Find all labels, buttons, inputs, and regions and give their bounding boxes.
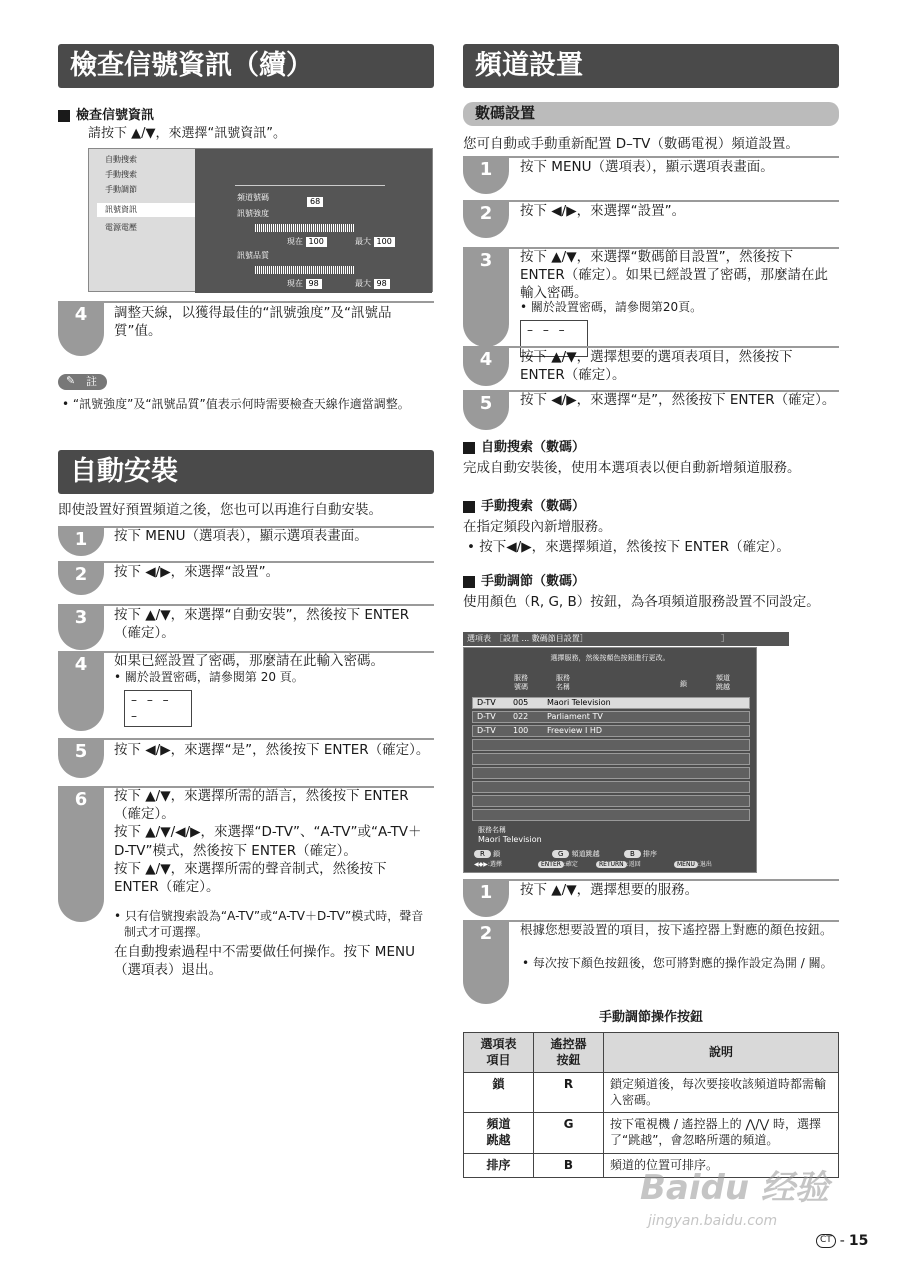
nav-return: RETURN :返回: [596, 861, 641, 869]
table-cell: 鎖: [464, 1073, 534, 1113]
strength-max: 最大 100: [355, 237, 395, 247]
table-row: [464, 1073, 839, 1113]
channel-row-empty: [472, 809, 750, 821]
col-header-lock: 鎖: [680, 680, 687, 688]
step-divider: [58, 738, 434, 740]
signal-strength-bar: [255, 221, 355, 238]
body-bullet: • 按下◀/▶，來選擇頻道，然後按下 ENTER（確定）。: [467, 539, 790, 555]
step-text: 按下 ◀/▶，來選擇“是”，然後按下 ENTER（確定）。: [520, 392, 836, 408]
subsection-heading: [58, 108, 154, 125]
watermark-logo: Baidu 经验: [640, 1168, 829, 1208]
red-button-key: R: [474, 850, 491, 858]
quality-now: 現在 98: [287, 279, 322, 289]
watermark-url: jingyan.baidu.com: [648, 1213, 778, 1229]
signal-strength-label: 訊號強度: [237, 209, 269, 218]
col-header-service-name: 服務 名稱: [556, 674, 570, 692]
channel-row[interactable]: [472, 711, 750, 723]
password-box: – – –: [520, 320, 588, 357]
quality-max: 最大 98: [355, 279, 390, 289]
body-text: 完成自動安裝後，使用本選項表以便自動新增頻道服務。: [463, 460, 801, 476]
step-number-tab: 4: [58, 651, 104, 731]
section-banner-signal-info: 檢查信號資訊（續）: [58, 44, 434, 88]
channel-name: Parliament TV: [547, 711, 603, 721]
step-text: 按下 ◀/▶，來選擇“設置”。: [114, 564, 280, 580]
green-button-legend: G 頻道跳越: [552, 850, 600, 859]
channel-type: D-TV: [477, 697, 496, 707]
table-cell: 按下電視機 / 遙控器上的 ⋀/⋁ 時，選擇了“跳越”，會忽略所選的頻道。: [604, 1113, 839, 1153]
signal-info-panel: [195, 149, 432, 293]
step-text: 按下 ▲/▼，來選擇“自動安裝”，然後按下 ENTER（確定）。: [114, 607, 410, 642]
password-box: – – – –: [124, 690, 192, 727]
step-number-tab: 3: [58, 604, 104, 650]
screen-menu-bar: 選項表 ［設置 ... 數碼節目設置］ ］: [463, 632, 789, 646]
channel-row-empty: [472, 781, 750, 793]
table-cell: 排序: [464, 1153, 534, 1178]
ct-badge: CT: [816, 1234, 836, 1248]
intro-text: 您可自動或手動重新配置 D–TV（數碼電視）頻道設置。: [463, 136, 799, 152]
step-text: 按下 ▲/▼，選擇想要的服務。: [520, 882, 699, 898]
red-button-legend: R 鎖: [474, 850, 500, 859]
screen-hint: 選擇服務，然後按顏色按鈕進行更改。: [550, 654, 670, 662]
subsection-heading-text: 檢查信號資訊: [76, 108, 155, 123]
channel-row[interactable]: [472, 697, 750, 709]
subsection-heading: 手動搜索（數碼）: [463, 499, 585, 516]
service-name-label: 服務名稱: [478, 826, 506, 834]
signal-info-screen: [88, 148, 433, 292]
step-number-tab: 6: [58, 786, 104, 922]
section-banner-channel-settings: 頻道設置: [463, 44, 839, 88]
step-divider: [58, 301, 434, 303]
channel-type: D-TV: [477, 711, 496, 721]
operations-table: [463, 1032, 839, 1178]
col-header-service-number: 服務 號碼: [514, 674, 528, 692]
step-bullet: • 關於設置密碼，請參閱第20頁。: [520, 300, 703, 314]
nav-select: ◀◆▶:選擇: [474, 861, 502, 868]
table-cell: 頻道的位置可排序。: [604, 1153, 839, 1178]
table-header: 遙控器 按鈕: [534, 1033, 604, 1073]
step-number-tab: 2: [463, 920, 509, 1004]
strength-now: 現在 100: [287, 237, 327, 247]
channel-row-empty: [472, 795, 750, 807]
step-text: 在自動搜索過程中不需要做任何操作。按下 MENU（選項表）退出。: [114, 944, 415, 979]
step-number-tab: 5: [58, 738, 104, 778]
step-number-tab: 5: [463, 390, 509, 430]
page-number: 15: [848, 1233, 869, 1249]
note-label: ✎ 註: [58, 374, 107, 390]
step-bullet: • 關於設置密碼，請參閱第 20 頁。: [114, 670, 304, 684]
channel-number: 100: [513, 725, 529, 735]
service-name-value: Maori Television: [478, 835, 542, 844]
signal-quality-label: 訊號品質: [237, 251, 269, 260]
channel-row[interactable]: [472, 725, 750, 737]
table-title: 手動調節操作按鈕: [598, 1010, 703, 1025]
table-cell: G: [534, 1113, 604, 1153]
section-banner-auto-install: 自動安裝: [58, 450, 434, 494]
subsection-heading: 手動調節（數碼）: [463, 574, 585, 591]
step-text: 按下 ▲/▼，選擇想要的選項表項目，然後按下 ENTER（確定）。: [520, 349, 793, 384]
paperclip-icon: ✎: [66, 374, 76, 387]
note-text: • “訊號強度”及“訊號品質”值表示何時需要檢查天線作適當調整。: [62, 397, 410, 411]
blue-button-key: B: [624, 850, 641, 858]
screen-menu-list: [89, 149, 197, 291]
step-text: 按下 MENU（選項表），顯示選項表畫面。: [520, 159, 774, 175]
screen-menu-item-selected: 訊號資訊: [97, 203, 195, 217]
screen-menu-item: 手動搜索: [105, 170, 137, 179]
step-text: 按下 ◀/▶，來選擇“設置”。: [520, 203, 686, 219]
nav-enter: ENTER :確定: [538, 861, 578, 869]
channel-type: D-TV: [477, 725, 496, 735]
screen-menu-item: 電源電壓: [105, 223, 137, 232]
channel-number-label: 頻道號碼: [237, 193, 269, 202]
divider: [235, 185, 385, 186]
nav-menu: MENU :退出: [674, 861, 712, 869]
channel-row-empty: [472, 739, 750, 751]
step-bullet: • 只有信號搜索設為“A-TV”或“A-TV＋D-TV”模式時，聲音制式才可選擇。: [114, 909, 424, 939]
step-number-tab: 3: [463, 247, 509, 347]
col-header-skip: 頻道 跳越: [716, 674, 730, 692]
channel-name: Freeview I HD: [547, 725, 603, 735]
step-text: 根據您想要設置的項目，按下遙控器上對應的顏色按鈕。: [520, 922, 833, 937]
step-text: 按下 ◀/▶，來選擇“是”，然後按下 ENTER（確定）。: [114, 742, 430, 758]
step-text: 按下 ▲/▼，來選擇“數碼節目設置”，然後按下 ENTER（確定）。如果已經設置了密碼，那麼請在此輸入密碼。: [520, 249, 829, 302]
step-bullet: • 每次按下顏色按鈕後，您可將對應的操作設定為開 / 關。: [522, 956, 833, 970]
channel-name: Maori Television: [547, 697, 611, 707]
step-number-tab: 1: [58, 526, 104, 556]
channel-settings-screen: [463, 647, 757, 873]
table-row: [464, 1113, 839, 1153]
green-button-key: G: [552, 850, 569, 858]
channel-number: 005: [513, 697, 529, 707]
step-text: 如果已經設置了密碼，那麼請在此輸入密碼。: [114, 653, 384, 669]
body-text: 使用顏色（R, G, B）按鈕，為各項頻道服務設置不同設定。: [463, 594, 820, 610]
table-cell: 鎖定頻道後，每次要接收該頻道時都需輸入密碼。: [604, 1073, 839, 1113]
step-number-tab: 2: [58, 561, 104, 595]
step-number-tab: 1: [463, 879, 509, 917]
blue-button-legend: B 排序: [624, 850, 657, 859]
page-footer: [816, 1232, 868, 1250]
step-text: 按下 ▲/▼，來選擇所需的語言，然後按下 ENTER（確定）。 按下 ▲/▼/◀/▶，來選擇“D-TV”、“A-TV”或“A-TV＋D-TV”模式，然後按下 ENTER（確定）。 按下 ▲/▼，來選擇所需的聲音制式，然後按下 ENTER（確定）。: [114, 788, 422, 896]
step-number-tab: 2: [463, 200, 509, 238]
table-header: 選項表 項目: [464, 1033, 534, 1073]
table-cell: B: [534, 1153, 604, 1178]
table-cell: R: [534, 1073, 604, 1113]
table-cell: 頻道 跳越: [464, 1113, 534, 1153]
channel-number: 022: [513, 711, 529, 721]
footer-separator: -: [839, 1233, 845, 1249]
table-header: 說明: [604, 1033, 839, 1073]
step-text: 按下 MENU（選項表），顯示選項表畫面。: [114, 528, 368, 544]
step-number-tab: 4: [58, 301, 104, 356]
channel-number-value: 68: [307, 193, 323, 210]
step-text: 調整天線，以獲得最佳的“訊號強度”及“訊號品質”值。: [114, 305, 392, 340]
step-number-tab: 1: [463, 156, 509, 194]
channel-row-empty: [472, 753, 750, 765]
signal-quality-bar: [255, 263, 355, 280]
screen-menu-item: 手動調節: [105, 185, 137, 194]
intro-text: 即使設置好預置頻道之後，您也可以再進行自動安裝。: [58, 502, 382, 518]
step-number-tab: 4: [463, 346, 509, 386]
subsection-pill: 數碼設置: [463, 102, 839, 126]
body-text: 在指定頻段內新增服務。: [463, 519, 612, 535]
screen-menu-item: 自動搜索: [105, 155, 137, 164]
subsection-heading: 自動搜索（數碼）: [463, 440, 585, 457]
channel-row-empty: [472, 767, 750, 779]
instruction-text: 請按下 ▲/▼，來選擇“訊號資訊”。: [88, 126, 286, 141]
